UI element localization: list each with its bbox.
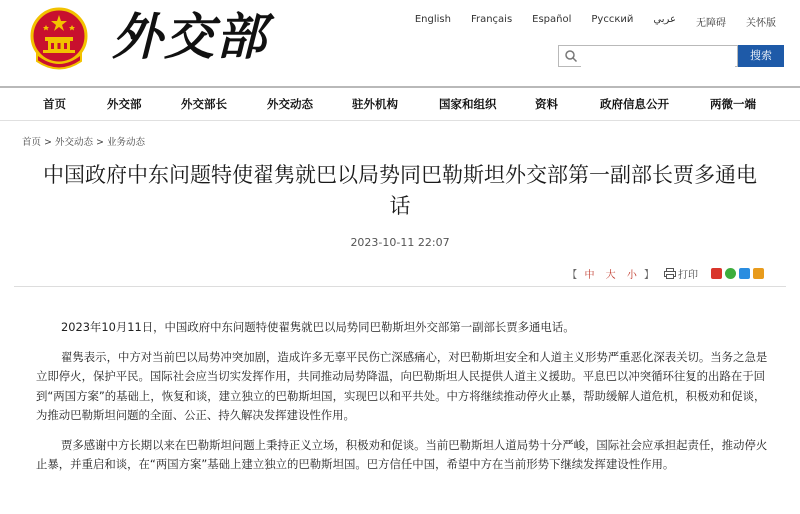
- printer-icon: [664, 268, 676, 279]
- breadcrumb-separator: >: [93, 137, 108, 148]
- search-input[interactable]: [581, 48, 735, 68]
- weibo-share-icon[interactable]: [711, 268, 722, 279]
- search-icon: [564, 49, 578, 63]
- article-body: [36, 318, 768, 485]
- lang-english[interactable]: English: [414, 14, 451, 25]
- nav-ministry[interactable]: 外交部: [107, 97, 142, 111]
- accessibility-link[interactable]: 无障碍: [696, 18, 726, 29]
- breadcrumb: [22, 134, 145, 148]
- bracket-open: 【: [567, 270, 578, 281]
- nav-home[interactable]: 首页: [43, 97, 66, 111]
- nav-missions[interactable]: 驻外机构: [352, 97, 398, 111]
- main-nav: [0, 86, 800, 121]
- nav-countries[interactable]: 国家和组织: [439, 97, 497, 111]
- elder-care-link[interactable]: 关怀版: [746, 18, 776, 29]
- article-paragraph: 2023年10月11日，中国政府中东问题特使翟隽就巴以局势同巴勒斯坦外交部第一副部长贾多通电话。: [61, 320, 575, 334]
- qq-share-icon[interactable]: [739, 268, 750, 279]
- font-size-medium[interactable]: 中: [584, 270, 595, 281]
- nav-news[interactable]: 外交动态: [267, 97, 313, 111]
- lang-spanish[interactable]: Español: [532, 14, 572, 25]
- nav-social[interactable]: 两微一端: [710, 97, 756, 111]
- lang-russian[interactable]: Русский: [591, 14, 634, 25]
- bracket-close: 】: [644, 270, 654, 281]
- font-size-small[interactable]: 小: [626, 270, 637, 281]
- search-bar: [558, 45, 784, 67]
- search-button[interactable]: 搜索: [738, 45, 784, 67]
- breadcrumb-news[interactable]: 外交动态: [55, 137, 94, 148]
- content-divider: [14, 286, 786, 287]
- print-label: 打印: [678, 270, 698, 281]
- lang-french[interactable]: Français: [470, 14, 513, 25]
- breadcrumb-business[interactable]: 业务动态: [107, 137, 146, 148]
- search-box: [558, 45, 738, 67]
- breadcrumb-separator: >: [41, 137, 56, 148]
- national-emblem-icon[interactable]: [29, 6, 89, 70]
- nav-info-disclosure[interactable]: 政府信息公开: [600, 97, 669, 111]
- font-size-large[interactable]: 大: [605, 270, 616, 281]
- language-bar: [405, 14, 786, 29]
- article-tools: [567, 266, 764, 281]
- site-header: [0, 0, 800, 82]
- qzone-share-icon[interactable]: [753, 268, 764, 279]
- nav-minister[interactable]: 外交部长: [181, 97, 227, 111]
- article-title: 中国政府中东问题特使翟隽就巴以局势同巴勒斯坦外交部第一副部长贾多通电话: [43, 163, 757, 218]
- article-date: 2023-10-11 22:07: [350, 236, 450, 249]
- lang-arabic[interactable]: عربي: [653, 14, 676, 25]
- article-paragraph: 翟隽表示，中方对当前巴以局势冲突加剧，造成许多无辜平民伤亡深感痛心，对巴勒斯坦安全和人道主义形势严重恶化深表关切。当务之急是立即停火，保护平民。国际社会应当切实发挥作用，共同推动局势降温，向巴勒斯坦人民提供人道主义援助。平息巴以冲突循环往复的出路在于回到“两国方案”的基础上，恢复和谈，建立独立的巴勒斯坦国，实现巴以和平共处。中方将继续推动停火止暴，帮助缓解人道危机，积极劝和促谈，为推动巴勒斯坦问题的全面、公正、持久解决发挥建设性作用。: [36, 349, 768, 422]
- breadcrumb-home[interactable]: 首页: [22, 137, 42, 148]
- font-size-switcher: [567, 266, 654, 281]
- nav-resources[interactable]: 资料: [535, 97, 558, 111]
- article-paragraph: 贾多感谢中方长期以来在巴勒斯坦问题上秉持正义立场，积极劝和促谈。当前巴勒斯坦人道局势十分严峻，国际社会应承担起责任，推动停火止暴，并重启和谈，在“两国方案”基础上建立独立的巴勒斯坦国。巴方信任中国，希望中方在当前形势下继续发挥建设性作用。: [36, 437, 768, 471]
- ministry-logo[interactable]: 外交部: [112, 7, 268, 66]
- print-button[interactable]: [664, 266, 698, 281]
- wechat-share-icon[interactable]: [725, 268, 736, 279]
